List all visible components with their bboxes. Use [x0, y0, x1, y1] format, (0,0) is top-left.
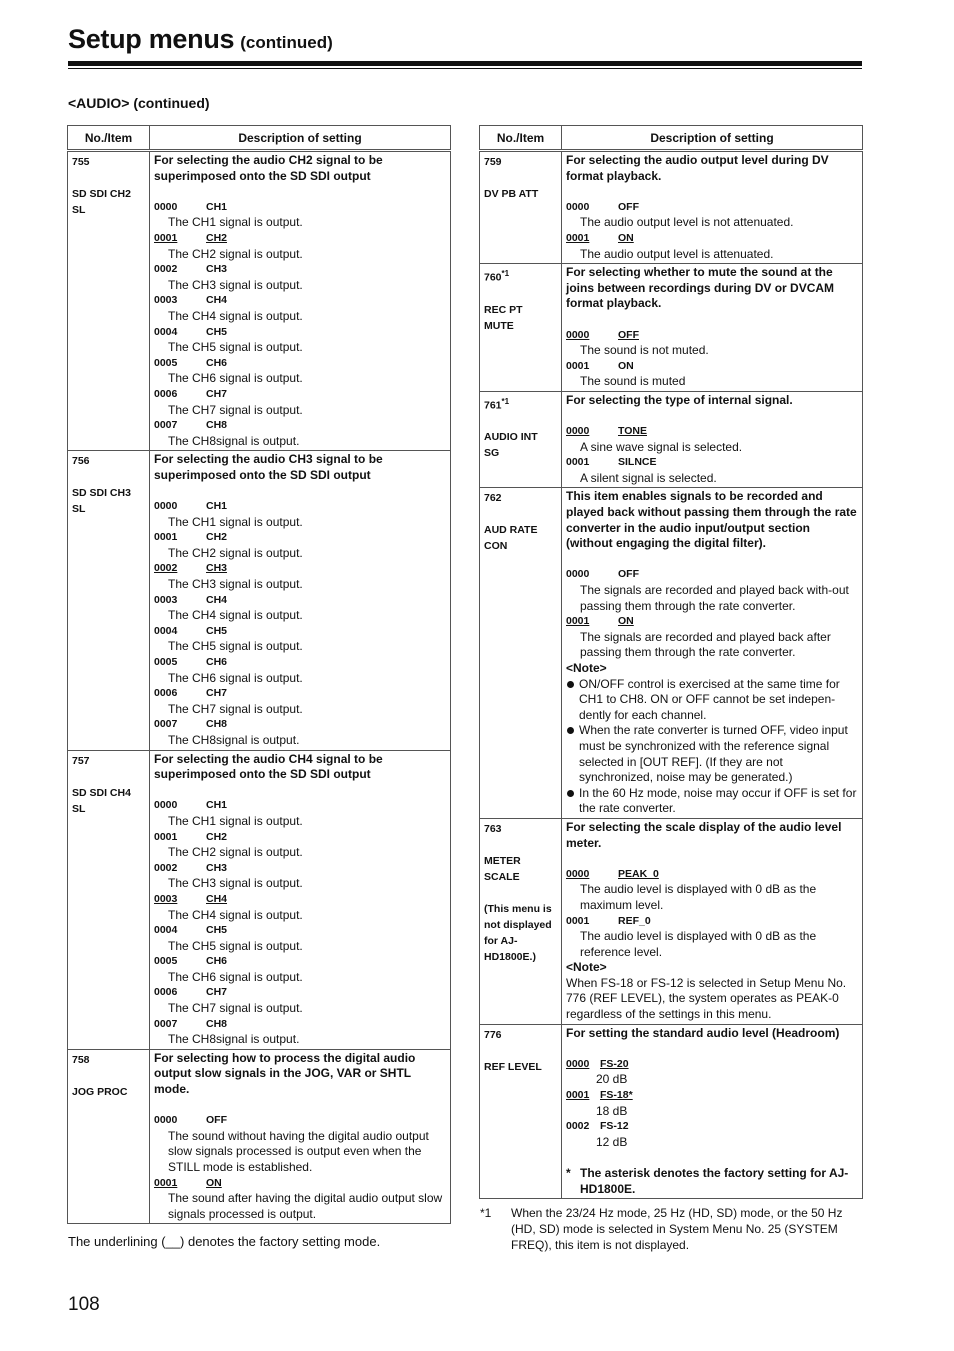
- factory-setting-footnote: The underlining (__) denotes the factory setting mode.: [68, 1234, 381, 1249]
- option-description: The audio output level is attenuated.: [580, 246, 774, 261]
- setting-number-cell: [480, 391, 562, 488]
- setting-number-cell: [480, 488, 562, 818]
- option-description: The CH6 signal is output.: [168, 969, 303, 984]
- spacer: [154, 483, 446, 499]
- spacer: [484, 413, 557, 429]
- setting-number: [484, 1027, 557, 1043]
- option-code: 0001: [154, 531, 178, 544]
- option-name: OFF: [618, 328, 639, 341]
- option-name: CH3: [206, 562, 228, 575]
- option-code: 0003: [154, 294, 178, 307]
- option-name: ON: [618, 359, 634, 372]
- spacer: [566, 1041, 858, 1057]
- option-description: The signals are recorded and played back after passing them through the rate converter.: [580, 629, 831, 660]
- option-description: The sound is not muted.: [580, 343, 709, 358]
- option-code: 0001: [566, 456, 590, 469]
- option-code: 0002: [566, 1120, 590, 1133]
- option-line: [154, 262, 446, 278]
- setting-description-cell: [150, 451, 451, 750]
- option-code: 0000: [566, 328, 590, 341]
- option-description: The audio level is displayed with 0 dB as the reference level.: [580, 929, 817, 959]
- option-description: The CH6 signal is output.: [168, 670, 303, 685]
- option-line: [154, 231, 446, 247]
- option-code: 0000: [566, 867, 590, 880]
- setting-item-name: DV PB ATT: [484, 188, 539, 200]
- option-line: [154, 892, 446, 908]
- setting-description-cell: [562, 264, 863, 392]
- setting-number-value: 760: [484, 271, 502, 284]
- option-line: [154, 686, 446, 702]
- spacer: [484, 506, 557, 522]
- option-code: 0002: [154, 861, 178, 874]
- option-line: [154, 1113, 446, 1129]
- option-line: [154, 561, 446, 577]
- option-name: SILNCE: [618, 456, 657, 469]
- setting-description-cell: [150, 750, 451, 1049]
- option-description: The CH4 signal is output.: [168, 907, 303, 922]
- setting-number-cell: [480, 818, 562, 1024]
- spacer: [566, 312, 858, 328]
- setting-number: [484, 154, 557, 170]
- setting-number-value: 757: [72, 754, 90, 767]
- spacer: [154, 1098, 446, 1114]
- setting-description-cell: [562, 391, 863, 488]
- option-description: A sine wave signal is selected.: [580, 439, 743, 454]
- option-description: The sound is muted: [580, 374, 686, 389]
- option-name: CH7: [206, 387, 228, 400]
- option-code: 0005: [154, 356, 178, 369]
- option-name: FS-20: [600, 1057, 629, 1070]
- option-line: [154, 593, 446, 609]
- footnote-ref: *1: [501, 396, 510, 406]
- footnote-mark: *1: [480, 1206, 492, 1220]
- setting-row: [480, 1024, 863, 1199]
- option-line: [154, 530, 446, 546]
- setting-description-cell: [562, 488, 863, 818]
- option-name: CH6: [206, 656, 228, 668]
- page-title-main: Setup menus: [68, 24, 235, 54]
- option-code: 0003: [154, 892, 178, 905]
- option-description: The CH6 signal is output.: [168, 371, 303, 386]
- option-description: The CH2 signal is output.: [168, 845, 303, 860]
- option-line: [566, 867, 858, 883]
- setting-item-name: METER SCALE: [484, 854, 521, 883]
- page-title-continued: (continued): [240, 33, 333, 52]
- option-code: 0001: [154, 830, 178, 843]
- option-name: CH5: [206, 325, 228, 338]
- spacer: [566, 1150, 858, 1166]
- option-line: [154, 830, 446, 846]
- option-line: [566, 914, 858, 930]
- setting-item-name: SD SDI CH2 SL: [72, 188, 131, 216]
- setting-number-cell: [480, 151, 562, 264]
- option-description: The CH7 signal is output.: [168, 1001, 303, 1016]
- option-description: The CH5 signal is output.: [168, 639, 303, 654]
- option-description: The CH5 signal is output.: [168, 340, 303, 355]
- option-name: CH4: [206, 892, 228, 905]
- option-line: [154, 418, 446, 434]
- spacer: [566, 184, 858, 200]
- note-bullet: ON/OFF control is exercised at the same time for CH1 to CH8. ON or OFF cannot be set indepen-dently for each channel.: [566, 677, 858, 724]
- setting-heading: For selecting the audio CH2 signal to be superimposed onto the SD SDI output: [154, 153, 383, 183]
- setting-number-cell: [480, 1024, 562, 1199]
- option-line: [154, 499, 446, 515]
- option-description: The CH3 signal is output.: [168, 277, 303, 292]
- option-description: The audio level is displayed with 0 dB as the maximum level.: [580, 882, 817, 912]
- option-name: ON: [206, 1176, 222, 1189]
- asterisk-note: * The asterisk denotes the factory setting for AJ-HD1800E.: [566, 1166, 858, 1197]
- option-name: CH8: [206, 718, 228, 731]
- option-line: [154, 954, 446, 970]
- option-description: The CH3 signal is output.: [168, 577, 303, 592]
- right-settings-table: [479, 125, 863, 1199]
- option-name: CH3: [206, 861, 228, 874]
- setting-number: [484, 490, 557, 506]
- option-description: The CH7 signal is output.: [168, 402, 303, 417]
- spacer: [72, 769, 145, 785]
- setting-number: [484, 821, 557, 837]
- option-description: The CH8signal is output.: [168, 1032, 300, 1047]
- setting-number-cell: [68, 1049, 150, 1224]
- option-name: CH4: [206, 294, 228, 307]
- option-name: CH1: [206, 500, 228, 513]
- spacer: [484, 1043, 557, 1059]
- option-code: 0007: [154, 419, 178, 432]
- option-code: 0001: [566, 1089, 590, 1102]
- option-name: FS-18*: [600, 1089, 633, 1102]
- setting-row: [480, 151, 863, 264]
- setting-row: [480, 818, 863, 1024]
- setting-item-name: SD SDI CH4 SL: [72, 786, 131, 815]
- option-code: 0001: [566, 231, 590, 244]
- option-name: CH3: [206, 263, 228, 276]
- setting-item-name: REC PT MUTE: [484, 303, 523, 332]
- option-description: The audio output level is not attenuated.: [580, 215, 794, 230]
- option-description: The CH4 signal is output.: [168, 608, 303, 623]
- option-name: CH8: [206, 1017, 228, 1030]
- option-code: 0006: [154, 687, 178, 700]
- setting-heading: For selecting whether to mute the sound at the joins between recordings during DV or DVCAM format playback.: [566, 265, 835, 311]
- option-code: 0000: [566, 1057, 590, 1070]
- option-name: CH5: [206, 624, 228, 637]
- setting-description-cell: [150, 1049, 451, 1224]
- option-name: CH7: [206, 986, 228, 999]
- setting-row: [480, 264, 863, 392]
- setting-number: [72, 1052, 145, 1068]
- option-code: 0001: [566, 359, 590, 372]
- option-description: 20 dB: [596, 1072, 628, 1087]
- option-code: 0001: [154, 1176, 178, 1189]
- setting-heading: For selecting the type of internal signal.: [566, 392, 793, 407]
- option-name: PEAK_0: [618, 867, 659, 880]
- setting-row: [68, 1049, 451, 1224]
- spacer: [566, 409, 858, 425]
- col-header-desc: Description of setting: [150, 126, 451, 151]
- page-number: 108: [68, 1294, 100, 1315]
- option-code: 0001: [154, 231, 178, 244]
- option-name: CH1: [206, 200, 228, 213]
- header-rule-thin: [68, 68, 862, 69]
- spacer: [154, 783, 446, 799]
- option-description: A silent signal is selected.: [580, 470, 717, 485]
- option-name: ON: [618, 615, 634, 628]
- option-name: FS-12: [600, 1120, 629, 1133]
- option-code: 0004: [154, 325, 178, 338]
- setting-item-name: SD SDI CH3 SL: [72, 487, 131, 516]
- setting-number-value: 759: [484, 156, 502, 168]
- option-name: CH6: [206, 955, 228, 968]
- option-name: CH1: [206, 799, 228, 812]
- option-line: [154, 861, 446, 877]
- setting-heading: For selecting the scale display of the audio level meter.: [566, 819, 842, 850]
- spacer: [72, 1068, 145, 1084]
- option-name: CH2: [206, 830, 228, 843]
- setting-heading: For selecting how to process the digital audio output slow signals in the JOG, VAR or SHTL mode.: [154, 1050, 416, 1097]
- option-code: 0001: [566, 914, 590, 927]
- option-description: The CH8signal is output.: [168, 732, 300, 747]
- option-description: 12 dB: [596, 1134, 628, 1149]
- setting-number-value: 756: [72, 455, 90, 468]
- option-code: 0004: [154, 624, 178, 637]
- option-code: 0002: [154, 263, 178, 276]
- option-code: 0005: [154, 955, 178, 968]
- spacer: [484, 837, 557, 853]
- option-line: [566, 1057, 858, 1073]
- option-name: CH4: [206, 593, 228, 606]
- setting-item-name: JOG PROC: [72, 1085, 128, 1098]
- setting-number: [72, 453, 145, 469]
- option-line: [154, 985, 446, 1001]
- setting-description-cell: [562, 1024, 863, 1199]
- option-line: [566, 200, 858, 216]
- setting-number-cell: [68, 151, 150, 451]
- setting-number-cell: [68, 451, 150, 750]
- col-header-no: No./Item: [480, 126, 562, 151]
- option-line: [154, 624, 446, 640]
- setting-number-value: 762: [484, 492, 502, 505]
- note-bullet: In the 60 Hz mode, noise may occur if OFF is set for the rate converter.: [566, 786, 858, 817]
- col-header-no: No./Item: [68, 126, 150, 151]
- option-name: CH7: [206, 687, 228, 700]
- option-code: 0006: [154, 986, 178, 999]
- option-name: OFF: [206, 1114, 227, 1127]
- right-table-body: [480, 151, 863, 1199]
- setting-row: [480, 391, 863, 488]
- option-code: 0000: [154, 200, 178, 213]
- setting-heading: For setting the standard audio level (Headroom): [566, 1025, 840, 1040]
- option-line: [154, 717, 446, 733]
- option-line: [154, 1176, 446, 1192]
- note-label: <Note>: [566, 960, 607, 975]
- spacer: [154, 184, 446, 200]
- option-line: [154, 923, 446, 939]
- option-line: [566, 231, 858, 247]
- spacer: [484, 286, 557, 302]
- option-line: [154, 356, 446, 372]
- option-description: The CH8signal is output.: [168, 433, 300, 448]
- left-table-body: [68, 151, 451, 1224]
- header-rule-thick: [68, 61, 862, 66]
- option-name: OFF: [618, 200, 639, 213]
- setting-heading: For selecting the audio CH3 signal to be superimposed onto the SD SDI output: [154, 452, 383, 482]
- footnote: [480, 1205, 865, 1253]
- setting-item-name: AUDIO INT SG: [484, 431, 538, 460]
- setting-number: [484, 394, 557, 414]
- footnote-ref: *1: [501, 269, 510, 279]
- setting-item-note: (This menu is not displayed for AJ- HD1800E.): [484, 902, 552, 963]
- option-line: [566, 359, 858, 375]
- setting-heading: For selecting the audio CH4 signal to be superimposed onto the SD SDI output: [154, 751, 383, 782]
- option-code: 0000: [566, 200, 590, 213]
- option-description: The CH2 signal is output.: [168, 246, 303, 261]
- option-description: The CH2 signal is output.: [168, 545, 303, 560]
- setting-item-name: REF LEVEL: [484, 1060, 542, 1073]
- setting-heading: This item enables signals to be recorded and played back without passing them through the rate converter in the audio input/output section (without engaging the digital filter).: [566, 489, 857, 551]
- setting-description-cell: [562, 151, 863, 264]
- setting-number-value: 755: [72, 156, 90, 168]
- option-description: The CH7 signal is output.: [168, 701, 303, 716]
- option-line: [566, 424, 858, 440]
- setting-row: [68, 750, 451, 1049]
- option-line: [566, 614, 858, 630]
- option-line: [566, 328, 858, 344]
- option-line: [566, 1119, 858, 1135]
- option-line: [154, 655, 446, 671]
- option-code: 0000: [566, 568, 590, 581]
- option-code: 0000: [154, 500, 178, 513]
- option-description: The CH5 signal is output.: [168, 938, 303, 953]
- left-settings-table: [67, 125, 451, 1224]
- option-name: CH2: [206, 231, 228, 244]
- setting-number-cell: [480, 264, 562, 392]
- option-code: 0005: [154, 656, 178, 668]
- option-description: The CH1 signal is output.: [168, 215, 303, 230]
- option-name: REF_0: [618, 914, 651, 927]
- setting-description-cell: [150, 151, 451, 451]
- option-code: 0001: [566, 615, 590, 628]
- option-line: [154, 798, 446, 814]
- option-code: 0007: [154, 1017, 178, 1030]
- option-code: 0004: [154, 924, 178, 937]
- option-description: The CH1 signal is output.: [168, 514, 303, 529]
- option-description: 18 dB: [596, 1103, 628, 1118]
- option-line: [566, 567, 858, 583]
- section-title: <AUDIO> (continued): [68, 95, 210, 111]
- option-code: 0006: [154, 387, 178, 400]
- setting-row: [480, 488, 863, 818]
- note-bullet: When the rate converter is turned OFF, video input must be synchronized with the reference signal selected in [OUT REF]. (If they are not synchronized, noise may be generated.): [566, 723, 858, 785]
- option-line: [154, 387, 446, 403]
- setting-row: [68, 151, 451, 451]
- setting-number: [484, 266, 557, 286]
- option-description: The sound without having the digital audio output slow signals processed is output even when the STILL mode is established.: [168, 1128, 429, 1174]
- option-name: CH2: [206, 531, 228, 544]
- option-name: CH8: [206, 419, 228, 432]
- option-line: [154, 325, 446, 341]
- option-code: 0007: [154, 718, 178, 731]
- note-label: <Note>: [566, 661, 607, 675]
- option-code: 0000: [154, 799, 178, 812]
- option-name: TONE: [618, 425, 647, 438]
- option-description: The CH4 signal is output.: [168, 308, 303, 323]
- option-description: The sound after having the digital audio output slow signals processed is output.: [168, 1191, 443, 1221]
- setting-number-value: 763: [484, 822, 502, 835]
- spacer: [72, 469, 145, 485]
- note-text: When FS-18 or FS-12 is selected in Setup Menu No. 776 (REF LEVEL), the system operates as PEAK-0 regardless of the settings in this menu.: [566, 975, 847, 1022]
- spacer: [484, 170, 557, 186]
- setting-number-value: 758: [72, 1053, 90, 1066]
- footnote-text: When the 23/24 Hz mode, 25 Hz (HD, SD) mode, or the 50 Hz (HD, SD) mode is selected in System Menu No. 25 (SYSTEM FREQ), this item is not displayed.: [511, 1206, 843, 1252]
- setting-item-name: AUD RATE CON: [484, 524, 538, 553]
- option-code: 0003: [154, 593, 178, 606]
- option-name: ON: [618, 231, 634, 244]
- spacer: [72, 170, 145, 186]
- setting-row: [68, 451, 451, 750]
- option-code: 0000: [154, 1114, 178, 1127]
- option-description: The CH3 signal is output.: [168, 876, 303, 891]
- option-description: The CH1 signal is output.: [168, 813, 303, 828]
- option-line: [154, 293, 446, 309]
- setting-description-cell: [562, 818, 863, 1024]
- setting-heading: For selecting the audio output level during DV format playback.: [566, 153, 829, 183]
- option-name: CH5: [206, 924, 228, 937]
- setting-number: [72, 753, 145, 769]
- option-code: 0002: [154, 562, 178, 575]
- option-line: [566, 455, 858, 471]
- option-line: [154, 200, 446, 216]
- setting-number-value: 776: [484, 1028, 502, 1041]
- option-line: [154, 1017, 446, 1033]
- page-title: [68, 24, 333, 55]
- spacer: [566, 851, 858, 867]
- col-header-desc: Description of setting: [562, 126, 863, 151]
- option-code: 0000: [566, 425, 590, 438]
- spacer: [566, 552, 858, 568]
- setting-number: [72, 154, 145, 170]
- setting-number-value: 761: [484, 399, 502, 412]
- option-description: The signals are recorded and played back with-out passing them through the rate converter.: [580, 583, 849, 613]
- option-line: [566, 1088, 858, 1104]
- spacer: [484, 885, 557, 901]
- option-name: OFF: [618, 568, 639, 581]
- option-name: CH6: [206, 356, 228, 369]
- setting-number-cell: [68, 750, 150, 1049]
